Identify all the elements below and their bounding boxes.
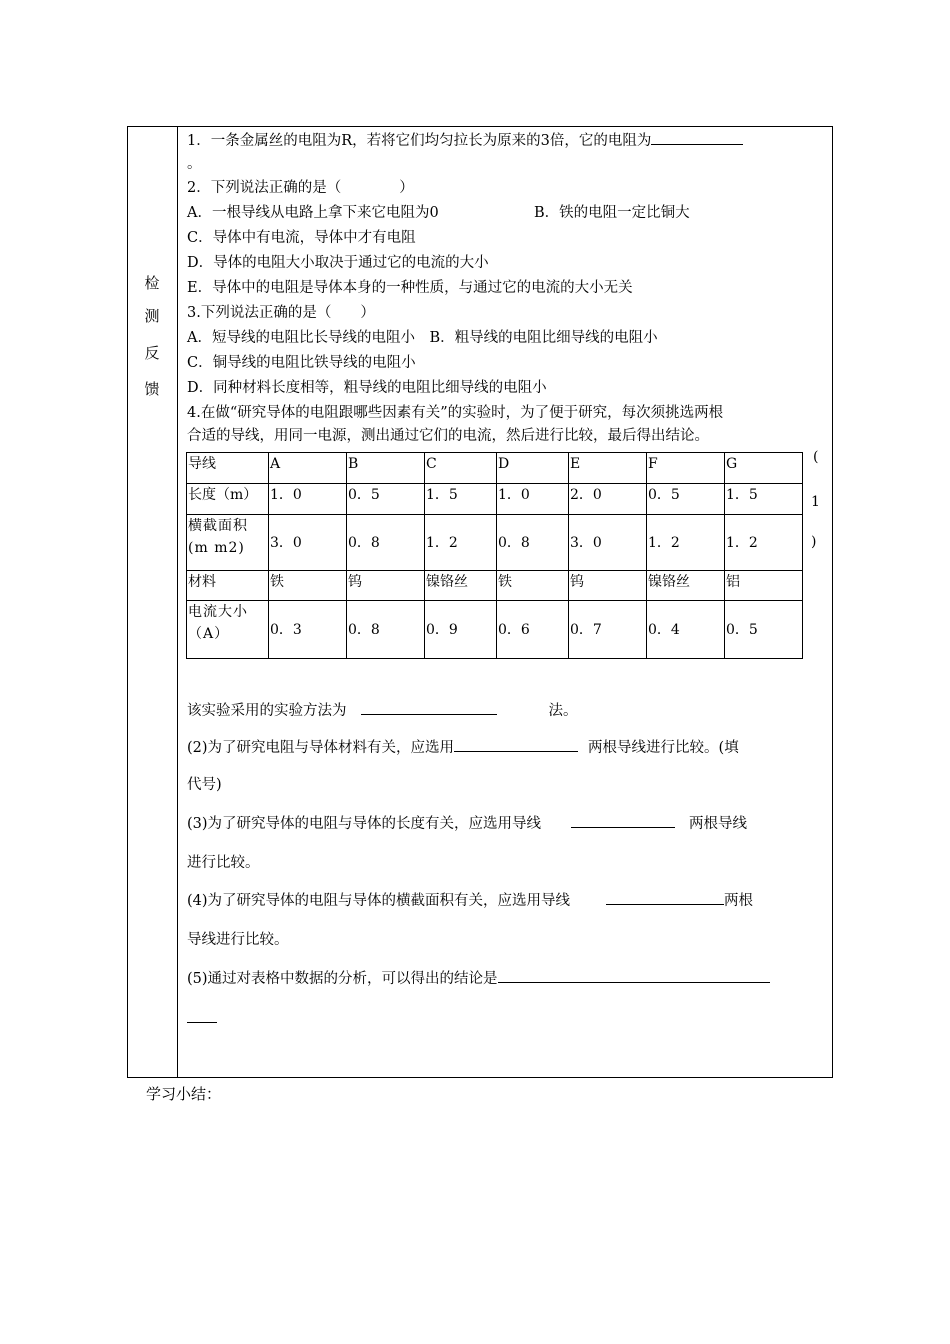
paren-number: 1 [811, 494, 820, 510]
question-2-option-a: A．一根导线从电路上拿下来它电阻为0 [187, 205, 439, 221]
table-cell: 0．8 [347, 515, 425, 571]
table-cell: 镍铬丝 [425, 571, 497, 601]
answer-blank[interactable] [651, 130, 743, 145]
column-header: G [725, 453, 803, 484]
question-1-end: 。 [187, 156, 202, 172]
answer-blank[interactable] [454, 737, 578, 752]
question-2-option-b: B．铁的电阻一定比铜大 [534, 205, 690, 221]
question-3-option-c: C．铜导线的电阻比铁导线的电阻小 [187, 355, 416, 371]
table-cell: 1．0 [269, 484, 347, 515]
side-label-char: 检 [144, 274, 160, 292]
table-cell: 0．8 [497, 515, 569, 571]
table-cell: 1．2 [425, 515, 497, 571]
part-1: 该实验采用的实验方法为 法。 [187, 700, 578, 721]
question-2-stem: 2．下列说法正确的是（ ） [187, 180, 414, 196]
question-2-option-d: D．导体的电阻大小取决于通过它的电流的大小 [187, 255, 489, 271]
row-header: 电流大小（A） [187, 601, 269, 659]
table-cell: 3．0 [569, 515, 647, 571]
column-header: B [347, 453, 425, 484]
question-4-line-1: 4.在做“研究导体的电阻跟哪些因素有关”的实验时，为了便于研究，每次须挑选两根 [187, 405, 724, 421]
question-2-option-c: C．导体中有电流，导体中才有电阻 [187, 230, 416, 246]
row-header: 导线 [187, 453, 269, 484]
table-cell: 2．0 [569, 484, 647, 515]
question-4-line-2: 合适的导线，用同一电源，测出通过它们的电流，然后进行比较，最后得出结论。 [187, 428, 709, 444]
part-4: (4)为了研究导体的电阻与导体的横截面积有关，应选用导线 两根 [187, 890, 753, 911]
table-cell: 1．2 [725, 515, 803, 571]
question-1: 1．一条金属丝的电阻为R，若将它们均匀拉长为原来的3倍，它的电阻为 [187, 130, 743, 151]
answer-blank[interactable] [361, 700, 497, 715]
column-header: F [647, 453, 725, 484]
table-cell: 0．5 [347, 484, 425, 515]
part-3: (3)为了研究导体的电阻与导体的长度有关，应选用导线 两根导线 [187, 813, 747, 834]
table-cell: 0．8 [347, 601, 425, 659]
table-cell: 0．5 [725, 601, 803, 659]
answer-blank[interactable] [187, 1008, 217, 1023]
table-cell: 1．5 [725, 484, 803, 515]
answer-blank[interactable] [571, 813, 675, 828]
data-table [186, 452, 803, 659]
question-3-stem: 3.下列说法正确的是（ ） [187, 305, 375, 321]
table-cell: 铁 [269, 571, 347, 601]
part-5-cont [187, 1008, 217, 1029]
column-header: E [569, 453, 647, 484]
question-3-option-ab: A．短导线的电阻比长导线的电阻小 B．粗导线的电阻比细导线的电阻小 [187, 330, 658, 346]
paren-open: ( [813, 449, 819, 465]
table-cell: 0．6 [497, 601, 569, 659]
table-cell: 0．4 [647, 601, 725, 659]
part-3-cont: 进行比较。 [187, 855, 260, 871]
table-cell: 铝 [725, 571, 803, 601]
column-divider [177, 126, 178, 1078]
part-2-cont: 代号) [187, 777, 222, 793]
column-header: C [425, 453, 497, 484]
answer-blank[interactable] [606, 890, 724, 905]
part-5: (5)通过对表格中数据的分析，可以得出的结论是 [187, 968, 770, 989]
table-cell: 3．0 [269, 515, 347, 571]
side-label-char: 馈 [144, 380, 160, 398]
table-cell: 1．2 [647, 515, 725, 571]
column-header: D [497, 453, 569, 484]
table-cell: 0．3 [269, 601, 347, 659]
row-header: 长度（m） [187, 484, 269, 515]
paren-close: ) [811, 534, 817, 550]
side-label-char: 反 [144, 344, 160, 362]
table-cell: 镍铬丝 [647, 571, 725, 601]
table-cell: 1．5 [425, 484, 497, 515]
table-cell: 钨 [347, 571, 425, 601]
answer-blank[interactable] [498, 968, 770, 983]
question-3-option-d: D．同种材料长度相等，粗导线的电阻比细导线的电阻小 [187, 380, 547, 396]
part-2: (2)为了研究电阻与导体材料有关，应选用 两根导线进行比较。(填 [187, 737, 739, 758]
row-header: 材料 [187, 571, 269, 601]
question-2-option-e: E．导体中的电阻是导体本身的一种性质，与通过它的电流的大小无关 [187, 280, 633, 296]
table-cell: 0．9 [425, 601, 497, 659]
summary-label: 学习小结： [146, 1085, 222, 1103]
row-header: 横截面积(m m2) [187, 515, 269, 571]
table-cell: 铁 [497, 571, 569, 601]
table-cell: 钨 [569, 571, 647, 601]
side-label-char: 测 [144, 307, 160, 325]
part-4-cont: 导线进行比较。 [187, 932, 289, 948]
table-cell: 0．5 [647, 484, 725, 515]
table-cell: 0．7 [569, 601, 647, 659]
column-header: A [269, 453, 347, 484]
table-cell: 1．0 [497, 484, 569, 515]
